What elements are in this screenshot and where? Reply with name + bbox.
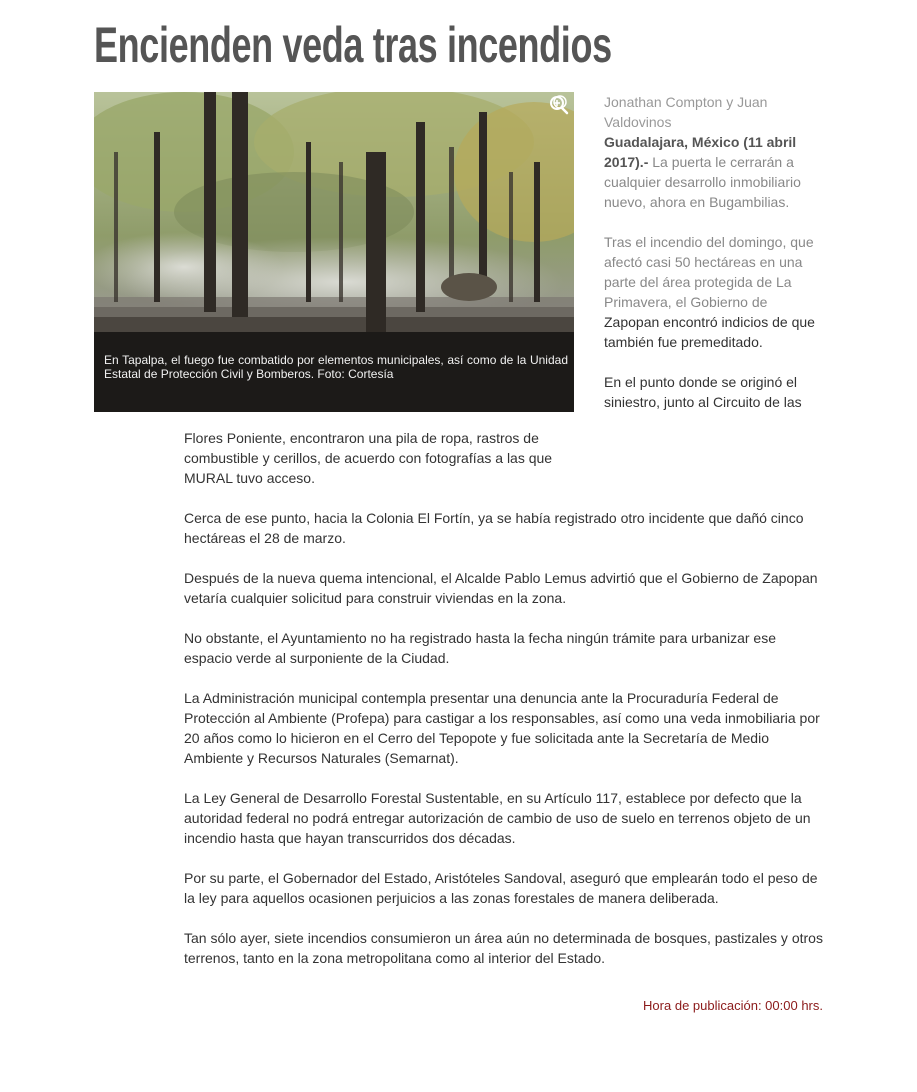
article-authors: Jonathan Compton y Juan Valdovinos [604,94,768,130]
article-dateline: Guadalajara, México (11 abril 2017).- [604,134,797,170]
article-body [184,428,824,988]
side-paragraph-2-part-b: Zapopan encontró indicios de que también fue premeditado. [604,314,815,350]
photo-caption-box [94,332,574,412]
body-paragraph: Tan sólo ayer, siete incendios consumieron un área aún no determinada de bosques, pastizales y otros terrenos, tanto en la zona metropolitana como al interior del Estado. [184,930,823,966]
body-paragraph: Flores Poniente, encontraron una pila de ropa, rastros de combustible y cerillos, de acuerdo con fotografías a las que MURAL tuvo acceso. [184,430,553,486]
side-paragraph-2 [604,232,826,352]
article-photo[interactable] [94,92,574,412]
byline [604,92,826,212]
body-paragraph: Cerca de ese punto, hacia la Colonia El Fortín, ya se había registrado otro incidente que dañó cinco hectáreas el 28 de marzo. [184,510,804,546]
article-title: Encienden veda tras incendios [94,17,612,73]
body-paragraph: Por su parte, el Gobernador del Estado, Aristóteles Sandoval, aseguró que emplearán todo el peso de la ley para aquellos ocasionen perjuicios a las zonas forestales de manera deliberada. [184,870,818,906]
publication-time: Hora de publicación: 00:00 hrs. [643,998,823,1013]
body-paragraph: Después de la nueva quema intencional, el Alcalde Pablo Lemus advirtió que el Gobierno de Zapopan vetaría cualquier solicitud para construir viviendas en la zona. [184,570,818,606]
article-lead: La puerta le cerrarán a cualquier desarrollo inmobiliario nuevo, ahora en Bugambilias. [604,154,801,210]
body-paragraph: La Ley General de Desarrollo Forestal Sustentable, en su Artículo 117, establece por defecto que la autoridad federal no podrá entregar autorización de cambio de uso de suelo en terrenos objeto de un incendio hasta que hayan transcurridos dos décadas. [184,790,811,846]
side-paragraph-2-part-a: Tras el incendio del domingo, que afectó casi 50 hectáreas en una parte del área protegida de La Primavera, el Gobierno de [604,234,814,310]
zoom-in-icon[interactable] [548,94,570,116]
body-paragraph: La Administración municipal contempla presentar una denuncia ante la Procuraduría Federal de Protección al Ambiente (Profepa) para castigar a los responsables, así como una veda inmobiliaria por 20 años como lo hicieron en el Cerro del Tepopote y fue solicitada ante la Secretaría de Medio Ambiente y Recursos Naturales (Semarnat). [184,690,820,766]
side-paragraph-3: En el punto donde se originó el siniestro, junto al Circuito de las [604,374,802,410]
photo-caption: En Tapalpa, el fuego fue combatido por elementos municipales, así como de la Unidad Estatal de Protección Civil y Bomberos. Foto: Cortesía [104,353,568,381]
body-paragraph: No obstante, el Ayuntamiento no ha registrado hasta la fecha ningún trámite para urbanizar ese espacio verde al surponiente de la Ciudad. [184,630,777,666]
